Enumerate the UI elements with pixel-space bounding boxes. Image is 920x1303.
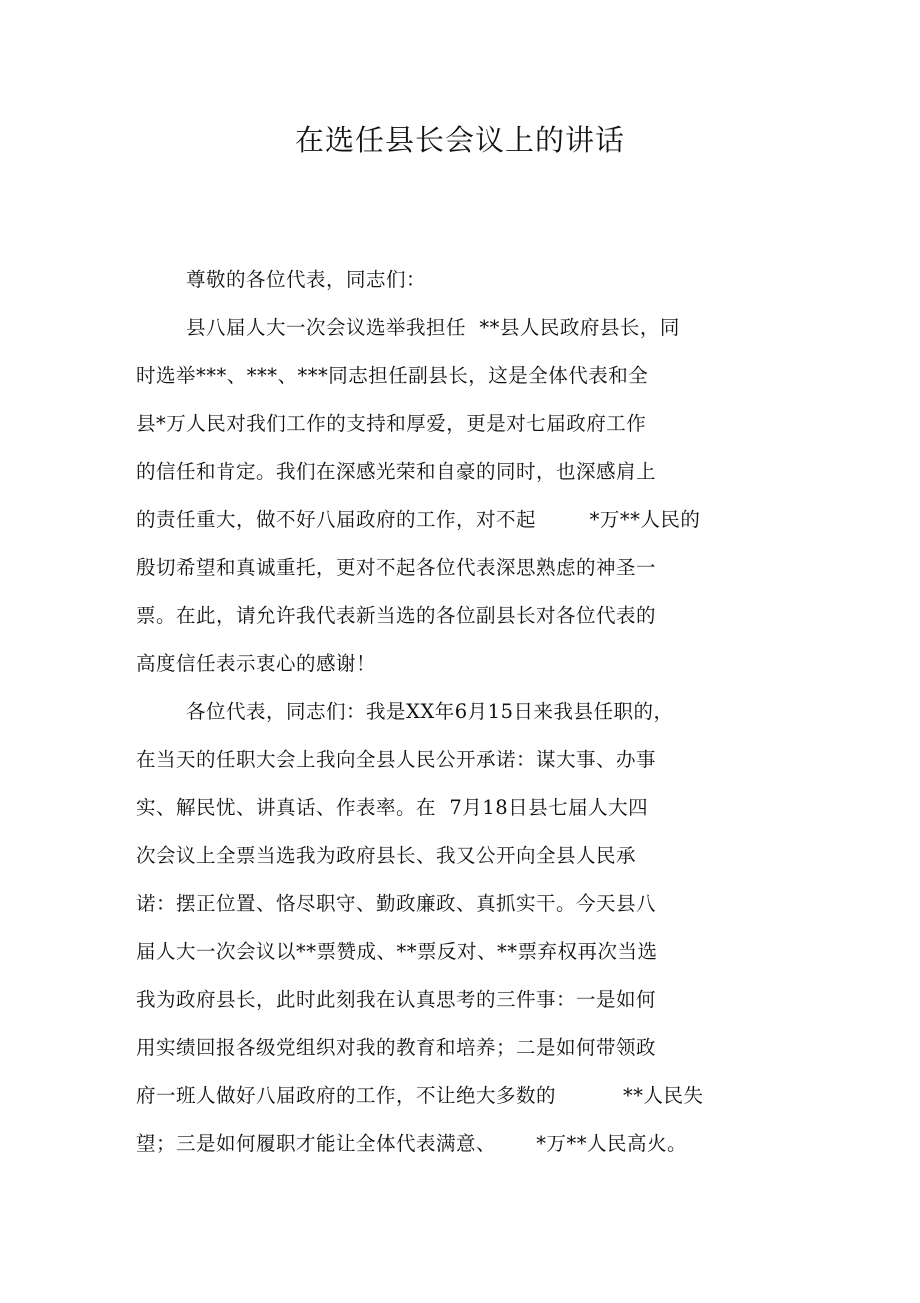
paragraph-line: 县八届人大一次会议选举我担任 **县人民政府县长，同 (186, 316, 680, 339)
paragraph-line: 的责任重大，做不好八届政府的工作，对不起 *万**人民的 (136, 508, 701, 531)
paragraph-line: 用实绩回报各级党组织对我的教育和培养；二是如何带领政 (136, 1036, 657, 1059)
paragraph-line: 县*万人民对我们工作的支持和厚爱，更是对七届政府工作 (136, 412, 647, 435)
paragraph-line: 在当天的任职大会上我向全县人民公开承诺：谋大事、办事 (136, 748, 657, 771)
paragraph-line: 诺：摆正位置、恪尽职守、勤政廉政、真抓实干。今天县八 (136, 892, 657, 915)
paragraph-line: 次会议上全票当选我为政府县长、我又公开向全县人民承 (136, 844, 637, 867)
paragraph-line: 的信任和肯定。我们在深感光荣和自豪的同时，也深感肩上 (136, 460, 657, 483)
paragraph-line: 实、解民忧、讲真话、作表率。在 7月18日县七届人大四 (136, 796, 649, 819)
paragraph-line: 时选举***、***、***同志担任副县长，这是全体代表和全 (136, 364, 649, 387)
paragraph-line: 届人大一次会议以**票赞成、**票反对、**票弃权再次当选 (136, 940, 658, 963)
page-title: 在选任县长会议上的讲话 (294, 123, 625, 157)
paragraph-line: 各位代表，同志们：我是XX年6月15日来我县任职的， (186, 700, 674, 723)
paragraph-line: 殷切希望和真诚重托，更对不起各位代表深思熟虑的神圣一 (136, 556, 657, 579)
paragraph-line: 我为政府县长，此时此刻我在认真思考的三件事：一是如何 (136, 988, 657, 1011)
paragraph-line: 高度信任表示衷心的感谢！ (136, 652, 377, 675)
paragraph-line: 尊敬的各位代表，同志们： (186, 268, 427, 291)
paragraph-line: 票。在此，请允许我代表新当选的各位副县长对各位代表的 (136, 604, 657, 627)
paragraph-line: 望；三是如何履职才能让全体代表满意、 *万**人民高火。 (136, 1132, 687, 1155)
paragraph-line: 府一班人做好八届政府的工作，不让绝大多数的 **人民失 (136, 1084, 704, 1107)
